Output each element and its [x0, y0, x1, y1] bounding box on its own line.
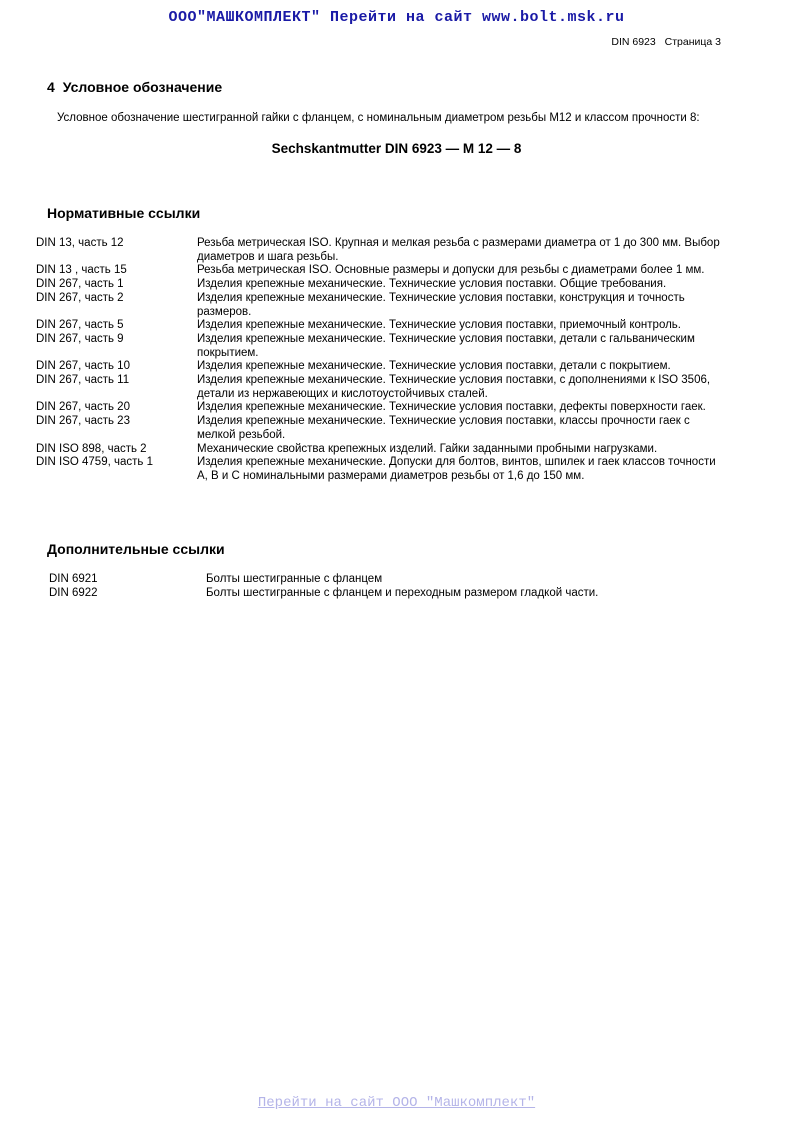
reference-description: Изделия крепежные механические. Технические условия поставки, дефекты поверхности гаек. [197, 401, 706, 414]
reference-description: Резьба метрическая ISO. Основные размеры и допуски для резьбы с диаметрами более 1 мм. [197, 264, 705, 277]
reference-description: Болты шестигранные с фланцем и переходным размером гладкой части. [206, 586, 599, 599]
site-banner-link[interactable]: ООО"МАШКОМПЛЕКТ" Перейти на сайт www.bolt.msk.ru [168, 9, 625, 26]
reference-description: Болты шестигранные с фланцем [206, 573, 383, 585]
reference-description: Изделия крепежные механические. Допуски для болтов, винтов, шпилек и гаек классов точности А, В и С номинальными размерами диаметров резьбы от 1,6 до 150 мм. [197, 456, 716, 482]
reference-code: DIN 6922 [49, 586, 98, 599]
reference-description: Изделия крепежные механические. Технические условия поставки, с дополнениями к ISO 3506, детали из нержавеющих и кислотоустойчивых сталей. [197, 374, 711, 400]
reference-code: DIN 267, часть 1 [36, 278, 124, 291]
section-number: 4 [47, 79, 55, 95]
additional-references-heading: Дополнительные ссылки [47, 541, 225, 557]
reference-code: DIN 267, часть 10 [36, 360, 130, 373]
standard-number: DIN 6923 [611, 36, 656, 48]
reference-description: Механические свойства крепежных изделий. Гайки заданными пробными нагрузками. [197, 442, 658, 455]
reference-code: DIN 267, часть 2 [36, 291, 124, 304]
reference-description: Изделия крепежные механические. Технические условия поставки, детали с покрытием. [197, 360, 671, 373]
section-4-heading [47, 79, 222, 95]
normative-references-list [36, 237, 736, 484]
reference-code: DIN ISO 898, часть 2 [36, 442, 147, 455]
reference-code: DIN 13 , часть 15 [36, 264, 127, 277]
reference-code: DIN 267, часть 9 [36, 332, 124, 345]
designation-example: Sechskantmutter DIN 6923 — M 12 — 8 [271, 141, 522, 156]
reference-row [36, 333, 736, 360]
reference-row [36, 374, 736, 401]
reference-code: DIN 267, часть 11 [36, 374, 130, 387]
reference-description: Изделия крепежные механические. Технические условия поставки. Общие требования. [197, 278, 667, 291]
reference-code: DIN 6921 [49, 573, 98, 585]
reference-code: DIN ISO 4759, часть 1 [36, 456, 153, 469]
reference-row [36, 415, 736, 442]
footer-site-link[interactable]: Перейти на сайт ООО "Машкомплект" [257, 1095, 536, 1111]
page-number: Страница 3 [664, 36, 721, 48]
reference-row [36, 443, 736, 457]
reference-description: Изделия крепежные механические. Технические условия поставки, детали с гальваническим покрытием. [197, 332, 695, 359]
reference-row [36, 360, 736, 374]
reference-description: Изделия крепежные механические. Технические условия поставки, классы прочности гаек с мелкой резьбой. [197, 415, 690, 441]
reference-row [36, 292, 736, 319]
reference-description: Резьба метрическая ISO. Крупная и мелкая резьба с размерами диаметра от 1 до 300 мм. Выбор диаметров и шага резьбы. [197, 237, 720, 263]
reference-row [49, 587, 689, 601]
reference-description: Изделия крепежные механические. Технические условия поставки, конструкция и точность размеров. [197, 291, 685, 318]
reference-row [36, 401, 736, 415]
reference-row [36, 278, 736, 292]
reference-code: DIN 267, часть 20 [36, 401, 130, 414]
page-header [611, 36, 721, 48]
section-title: Условное обозначение [62, 79, 223, 95]
reference-row [49, 573, 689, 587]
reference-code: DIN 13, часть 12 [36, 237, 124, 249]
reference-description: Изделия крепежные механические. Технические условия поставки, приемочный контроль. [197, 319, 681, 332]
additional-references-list [49, 573, 689, 600]
reference-row [36, 237, 736, 264]
reference-code: DIN 267, часть 23 [36, 415, 130, 428]
reference-row [36, 319, 736, 333]
normative-references-heading: Нормативные ссылки [47, 205, 201, 221]
reference-row [36, 264, 736, 278]
reference-row [36, 456, 736, 483]
designation-description: Условное обозначение шестигранной гайки с фланцем, с номинальным диаметром резьбы М12 и классом прочности 8: [57, 112, 700, 124]
reference-code: DIN 267, часть 5 [36, 319, 124, 332]
